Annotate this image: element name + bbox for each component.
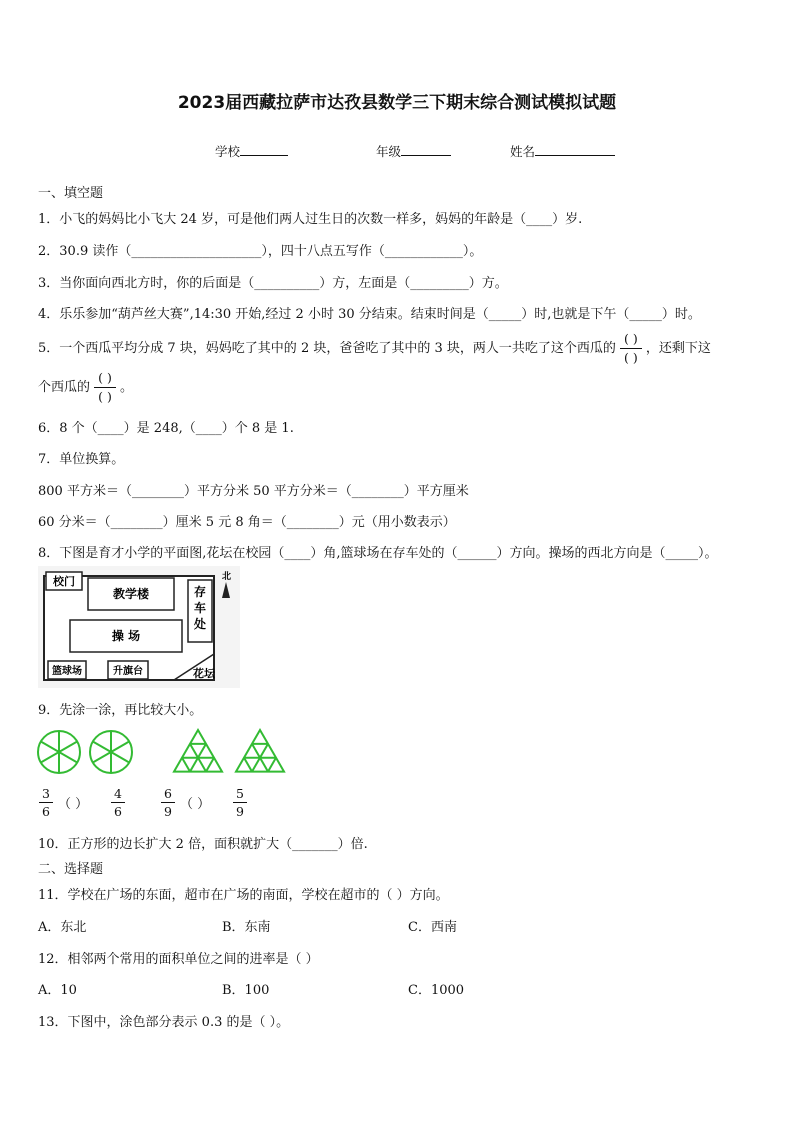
triangle-divider (206, 758, 214, 772)
triangle-divider (244, 758, 252, 772)
question-1: 1．小飞的妈妈比小飞大 24 岁，可是他们两人过生日的次数一样多，妈妈的年龄是（____）岁. (38, 212, 583, 227)
q12-option-a[interactable]: A．10 (38, 983, 77, 998)
question-7b: 60 分米＝（________）厘米 5 元 8 角＝（________）元（用小数表示） (38, 515, 456, 530)
question-9: 9．先涂一涂，再比较大小。 (38, 703, 203, 718)
compare-blank-1: （ ） (58, 797, 89, 812)
question-2: 2．30.9 读作（____________________），四十八点五写作（____________）。 (38, 244, 483, 259)
section-choice: 二、选择题 (38, 862, 104, 877)
page-title: 2023届西藏拉萨市达孜县数学三下期末综合测试模拟试题 (177, 93, 617, 113)
school-field: 学校 (215, 142, 288, 160)
map-building: 教学楼 (112, 587, 150, 601)
map-basketball: 篮球场 (52, 666, 82, 677)
triangle-divider (268, 758, 276, 772)
question-7: 7．单位换算。 (38, 452, 125, 467)
name-field: 姓名 (510, 142, 615, 160)
question-3: 3．当你面向西北方时，你的后面是（__________）方，左面是（_________）方。 (38, 276, 508, 291)
triangle-divider (182, 758, 190, 772)
q12-option-b[interactable]: B．100 (222, 983, 270, 998)
question-7a: 800 平方米＝（________）平方分米 50 平方分米＝（________）平方厘米 (38, 484, 469, 499)
triangle-figure-2 (236, 730, 284, 772)
map-north-label: 北 (222, 572, 232, 582)
map-parking-2: 车 (193, 601, 207, 615)
question-5: 5．一个西瓜平均分成 7 块，妈妈吃了其中的 2 块，爸爸吃了其中的 3 块，两人一共吃了这个西瓜的 $\frac{( )}{( )}$ ，还剩下这 (38, 331, 711, 365)
map-garden: 花坛 (193, 667, 215, 680)
question-8: 8．下图是育才小学的平面图,花坛在校园（____）角,篮球场在存车处的（______）方向。操场的西北方向是（_____）。 (38, 546, 718, 561)
q11-option-c[interactable]: C．西南 (408, 920, 457, 935)
fraction-blank: $\frac{( )}{( )}$ (620, 330, 642, 367)
map-gate: 校门 (53, 575, 75, 588)
map-parking-1: 存 (193, 585, 207, 599)
map-parking-3: 处 (193, 617, 207, 631)
triangle-figure-1 (174, 730, 222, 772)
question-11: 11．学校在广场的东面，超市在广场的南面，学校在超市的（ ）方向。 (38, 888, 449, 903)
fraction-3-6: 3 6 (39, 785, 53, 820)
q11-option-a[interactable]: A．东北 (38, 920, 87, 935)
map-playground: 操 场 (111, 629, 141, 643)
fraction-figures (30, 722, 300, 782)
compare-blank-2: （ ） (180, 797, 211, 812)
fraction-blank: $\frac{( )}{( )}$ (94, 369, 116, 406)
question-5-cont: 个西瓜的 $\frac{( )}{( )}$ 。 (38, 370, 134, 404)
fraction-6-9: 6 9 (161, 785, 175, 820)
question-12: 12．相邻两个常用的面积单位之间的进率是（ ） (38, 952, 319, 967)
grade-field: 年级 (376, 142, 451, 160)
fraction-5-9: 5 9 (233, 785, 247, 820)
map-flag: 升旗台 (113, 666, 143, 677)
q11-option-b[interactable]: B．东南 (222, 920, 271, 935)
q12-option-c[interactable]: C．1000 (408, 983, 465, 998)
section-fill-blank: 一、填空题 (38, 186, 104, 201)
fraction-4-6: 4 6 (111, 785, 125, 820)
question-13: 13．下图中，涂色部分表示 0.3 的是（ ）。 (38, 1015, 290, 1030)
question-6: 6．8 个（____）是 248,（____）个 8 是 1. (38, 421, 294, 436)
question-10: 10．正方形的边长扩大 2 倍，面积就扩大（_______）倍. (38, 837, 368, 852)
school-map (38, 566, 240, 688)
question-4: 4．乐乐参加“葫芦丝大赛”,14:30 开始,经过 2 小时 30 分结束。结束时间是（_____）时,也就是下午（_____）时。 (38, 307, 701, 322)
